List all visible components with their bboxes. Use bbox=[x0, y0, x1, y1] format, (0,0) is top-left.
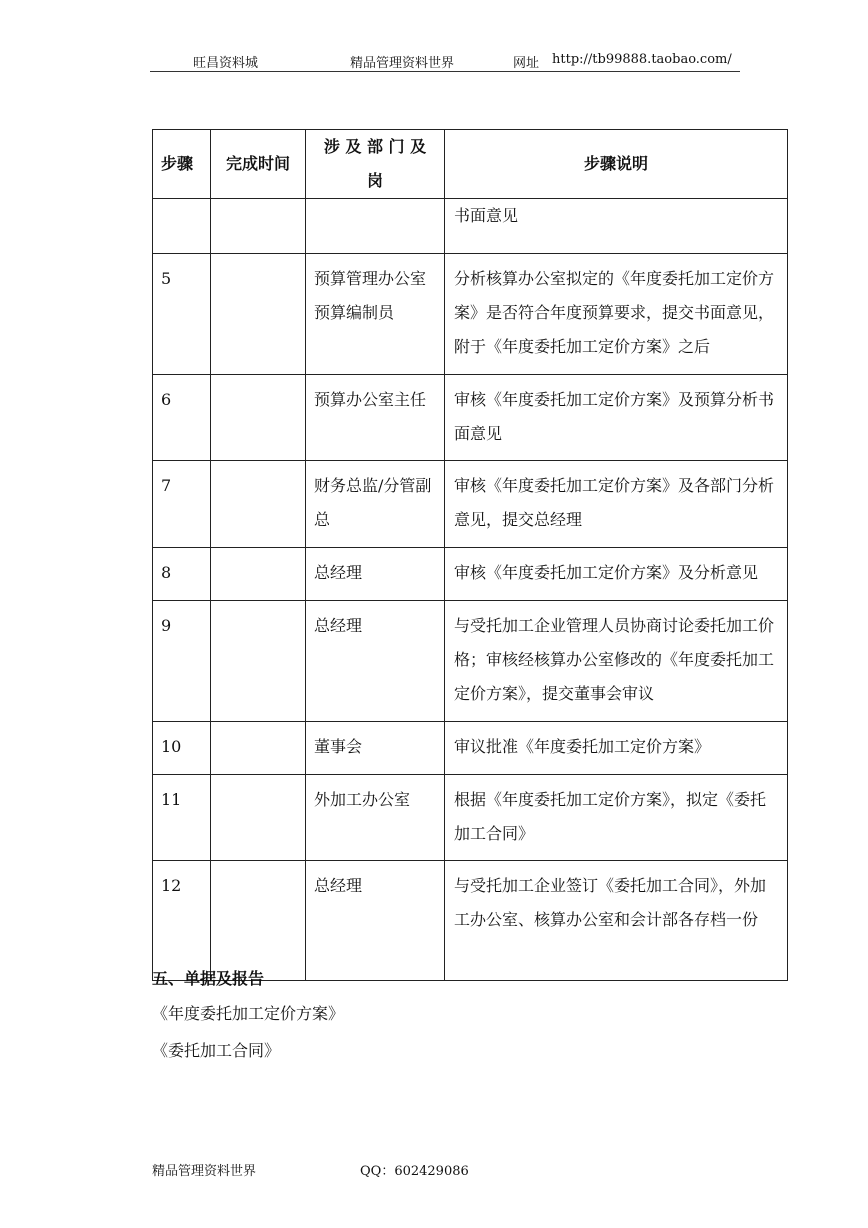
desc-cell: 审核《年度委托加工定价方案》及分析意见 bbox=[445, 548, 788, 601]
step-cell: 7 bbox=[153, 461, 211, 548]
desc-cell: 与受托加工企业管理人员协商讨论委托加工价格；审核经核算办公室修改的《年度委托加工定价方案》，提交董事会审议 bbox=[445, 601, 788, 722]
footer-qq: QQ：602429086 bbox=[360, 1164, 469, 1179]
table-row bbox=[153, 861, 788, 981]
header-url-label: 网址 bbox=[513, 56, 540, 71]
step-cell: 5 bbox=[153, 254, 211, 375]
col-header-step: 步骤 bbox=[153, 130, 211, 199]
table-row bbox=[153, 375, 788, 461]
dept-cell: 总经理 bbox=[306, 601, 445, 722]
desc-cell: 审议批准《年度委托加工定价方案》 bbox=[445, 722, 788, 775]
document-item: 《年度委托加工定价方案》 bbox=[152, 1004, 345, 1023]
table-row bbox=[153, 722, 788, 775]
desc-cell: 书面意见 bbox=[445, 199, 788, 254]
desc-cell: 分析核算办公室拟定的《年度委托加工定价方案》是否符合年度预算要求，提交书面意见，附于《年度委托加工定价方案》之后 bbox=[445, 254, 788, 375]
time-cell bbox=[211, 548, 306, 601]
dept-cell: 财务总监/分管副总 bbox=[306, 461, 445, 548]
dept-cell: 总经理 bbox=[306, 861, 445, 981]
col-header-desc: 步骤说明 bbox=[445, 130, 788, 199]
table-row bbox=[153, 548, 788, 601]
table-row bbox=[153, 254, 788, 375]
section-title: 五、单据及报告 bbox=[152, 969, 265, 988]
step-cell bbox=[153, 199, 211, 254]
desc-cell: 与受托加工企业签订《委托加工合同》，外加工办公室、核算办公室和会计部各存档一份 bbox=[445, 861, 788, 981]
dept-cell: 总经理 bbox=[306, 548, 445, 601]
time-cell bbox=[211, 722, 306, 775]
table-row bbox=[153, 199, 788, 254]
table-row bbox=[153, 461, 788, 548]
desc-cell: 审核《年度委托加工定价方案》及各部门分析意见，提交总经理 bbox=[445, 461, 788, 548]
step-cell: 11 bbox=[153, 775, 211, 861]
time-cell bbox=[211, 775, 306, 861]
dept-cell: 预算办公室主任 bbox=[306, 375, 445, 461]
time-cell bbox=[211, 861, 306, 981]
step-cell: 6 bbox=[153, 375, 211, 461]
header-company: 旺昌资料城 bbox=[193, 56, 259, 71]
time-cell bbox=[211, 375, 306, 461]
desc-cell: 审核《年度委托加工定价方案》及预算分析书面意见 bbox=[445, 375, 788, 461]
footer-site-name: 精品管理资料世界 bbox=[152, 1164, 257, 1179]
time-cell bbox=[211, 199, 306, 254]
header-divider bbox=[150, 71, 740, 72]
desc-cell: 根据《年度委托加工定价方案》，拟定《委托加工合同》 bbox=[445, 775, 788, 861]
dept-cell: 预算管理办公室预算编制员 bbox=[306, 254, 445, 375]
header-site-name: 精品管理资料世界 bbox=[350, 56, 455, 71]
time-cell bbox=[211, 601, 306, 722]
table-row bbox=[153, 775, 788, 861]
time-cell bbox=[211, 461, 306, 548]
col-header-dept: 涉 及 部 门 及 岗 bbox=[306, 130, 445, 199]
document-item: 《委托加工合同》 bbox=[152, 1041, 281, 1060]
col-header-time: 完成时间 bbox=[211, 130, 306, 199]
steps-table bbox=[152, 129, 788, 981]
step-cell: 8 bbox=[153, 548, 211, 601]
time-cell bbox=[211, 254, 306, 375]
dept-cell bbox=[306, 199, 445, 254]
header-url[interactable]: http://tb99888.taobao.com/ bbox=[552, 52, 732, 67]
table-header-row bbox=[153, 130, 788, 199]
step-cell: 9 bbox=[153, 601, 211, 722]
dept-cell: 外加工办公室 bbox=[306, 775, 445, 861]
dept-cell: 董事会 bbox=[306, 722, 445, 775]
table-row bbox=[153, 601, 788, 722]
step-cell: 12 bbox=[153, 861, 211, 981]
step-cell: 10 bbox=[153, 722, 211, 775]
